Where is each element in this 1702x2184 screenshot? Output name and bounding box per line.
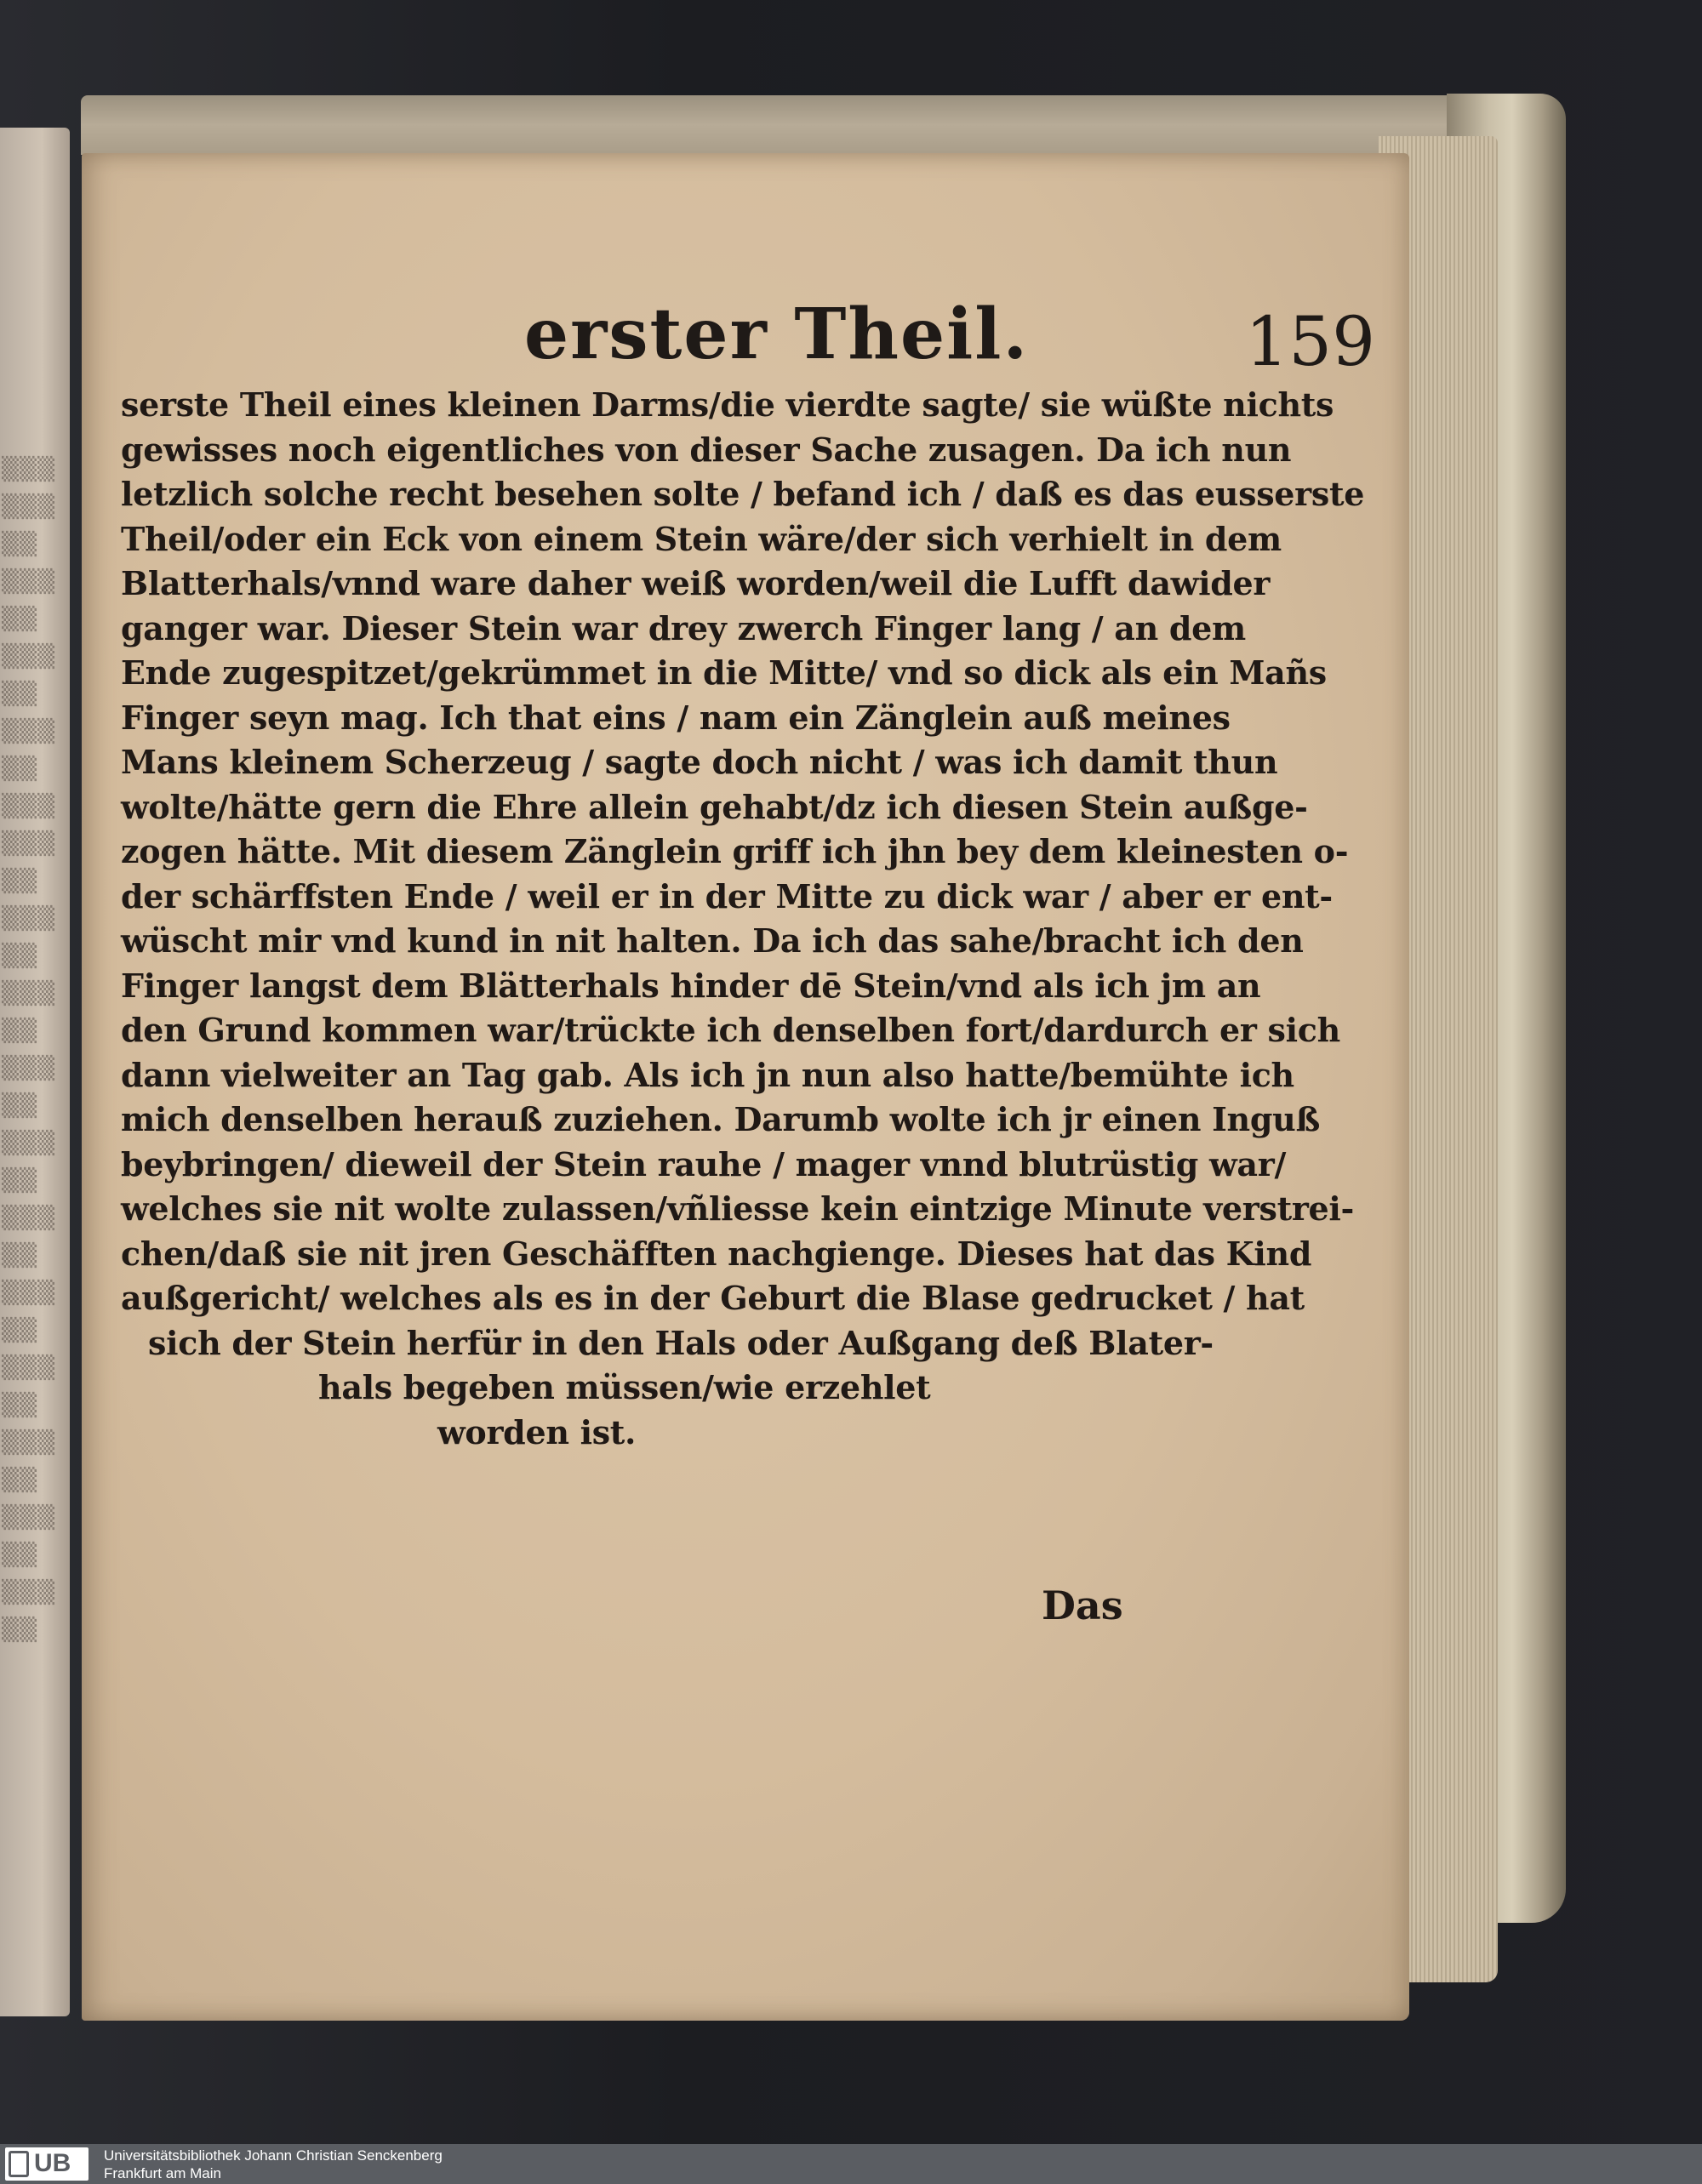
page-number: 159 xyxy=(1245,302,1375,381)
library-logo[interactable] xyxy=(5,2147,89,2181)
text-line: welches sie nit wolte zulassen/vñliesse kein eintzige Minute verstrei- xyxy=(121,1189,1355,1228)
text-line: Blatterhals/vnnd ware daher weiß worden/weil die Lufft dawider xyxy=(121,564,1271,602)
text-line: Finger langst dem Blätterhals hinder dē Stein/vnd als ich jm an xyxy=(121,966,1261,1005)
text-line: hals begeben müssen/wie erzehlet xyxy=(318,1368,931,1406)
logo-text: UB xyxy=(34,2149,71,2177)
library-name: Universitätsbibliothek Johann Christian Senckenberg xyxy=(104,2147,443,2164)
text-line: mich denselben herauß zuziehen. Darumb wolte ich jr einen Inguß xyxy=(121,1100,1321,1138)
text-line: wolte/hätte gern die Ehre allein gehabt/dz ich diesen Stein außge- xyxy=(121,787,1308,826)
book-page xyxy=(82,153,1409,2021)
library-city: Frankfurt am Main xyxy=(104,2165,221,2181)
text-line: den Grund kommen war/trückte ich denselben fort/dardurch er sich xyxy=(121,1011,1340,1049)
body-text xyxy=(121,383,1365,1455)
text-line: Ende zugespitzet/gekrümmet in die Mitte/ vnd so dick als ein Mañs xyxy=(121,653,1327,692)
text-line: gewisses noch eigentliches von dieser Sache zusagen. Da ich nun xyxy=(121,430,1292,469)
logo-frame-icon xyxy=(9,2151,29,2177)
text-line: Theil/oder ein Eck von einem Stein wäre/der sich verhielt in dem xyxy=(121,519,1282,558)
footer-bar xyxy=(0,2144,1702,2184)
previous-page-edge xyxy=(0,128,70,2016)
text-line: serste Theil eines kleinen Darms/die vierdte sagte/ sie wüßte nichts xyxy=(121,385,1334,424)
library-credit xyxy=(104,2147,443,2182)
catchword: Das xyxy=(1042,1582,1123,1628)
text-line: beybringen/ dieweil der Stein rauhe / mager vnnd blutrüstig war/ xyxy=(121,1144,1287,1183)
text-line: Finger seyn mag. Ich that eins / nam ein Zänglein auß meines xyxy=(121,698,1231,737)
text-line: zogen hätte. Mit diesem Zänglein griff ich jhn bey dem kleinesten o- xyxy=(121,832,1349,870)
text-line: wüscht mir vnd kund in nit halten. Da ich das sahe/bracht ich den xyxy=(121,921,1304,960)
page-header xyxy=(439,294,1375,387)
text-line: Mans kleinem Scherzeug / sagte doch nicht / was ich damit thun xyxy=(121,743,1278,781)
running-head: erster Theil. xyxy=(524,294,1029,375)
text-line: ganger war. Dieser Stein war drey zwerch Finger lang / an dem xyxy=(121,608,1246,647)
text-line: dann vielweiter an Tag gab. Als ich jn nun also hatte/bemühte ich xyxy=(121,1055,1294,1094)
text-line: letzlich solche recht besehen solte / befand ich / daß es das eusserste xyxy=(121,475,1365,513)
text-line: chen/daß sie nit jren Geschäfften nachgienge. Dieses hat das Kind xyxy=(121,1234,1312,1273)
book-top-edge xyxy=(81,95,1476,155)
text-line: der schärffsten Ende / weil er in der Mitte zu dick war / aber er ent- xyxy=(121,876,1333,915)
previous-page-bleed: ▒▒▒ ▒▒▒ ▒▒ ▒▒▒ ▒▒ ▒▒▒ ▒▒ ▒▒▒ ▒▒ ▒▒▒ ▒▒▒ ▒▒ ▒▒▒ ▒▒ ▒▒▒ ▒▒ ▒▒▒ ▒▒ ▒▒▒ ▒▒ ▒▒▒ ▒▒ ▒▒▒ ▒▒ ▒▒▒ ▒▒ ▒▒▒ ▒▒ ▒▒▒ ▒▒ ▒▒▒ ▒▒ xyxy=(2,457,55,1643)
text-line: worden ist. xyxy=(437,1412,636,1451)
text-line: sich der Stein herfür in den Hals oder Außgang deß Blater- xyxy=(148,1323,1214,1362)
text-line: außgericht/ welches als es in der Geburt die Blase gedrucket / hat xyxy=(121,1279,1305,1317)
